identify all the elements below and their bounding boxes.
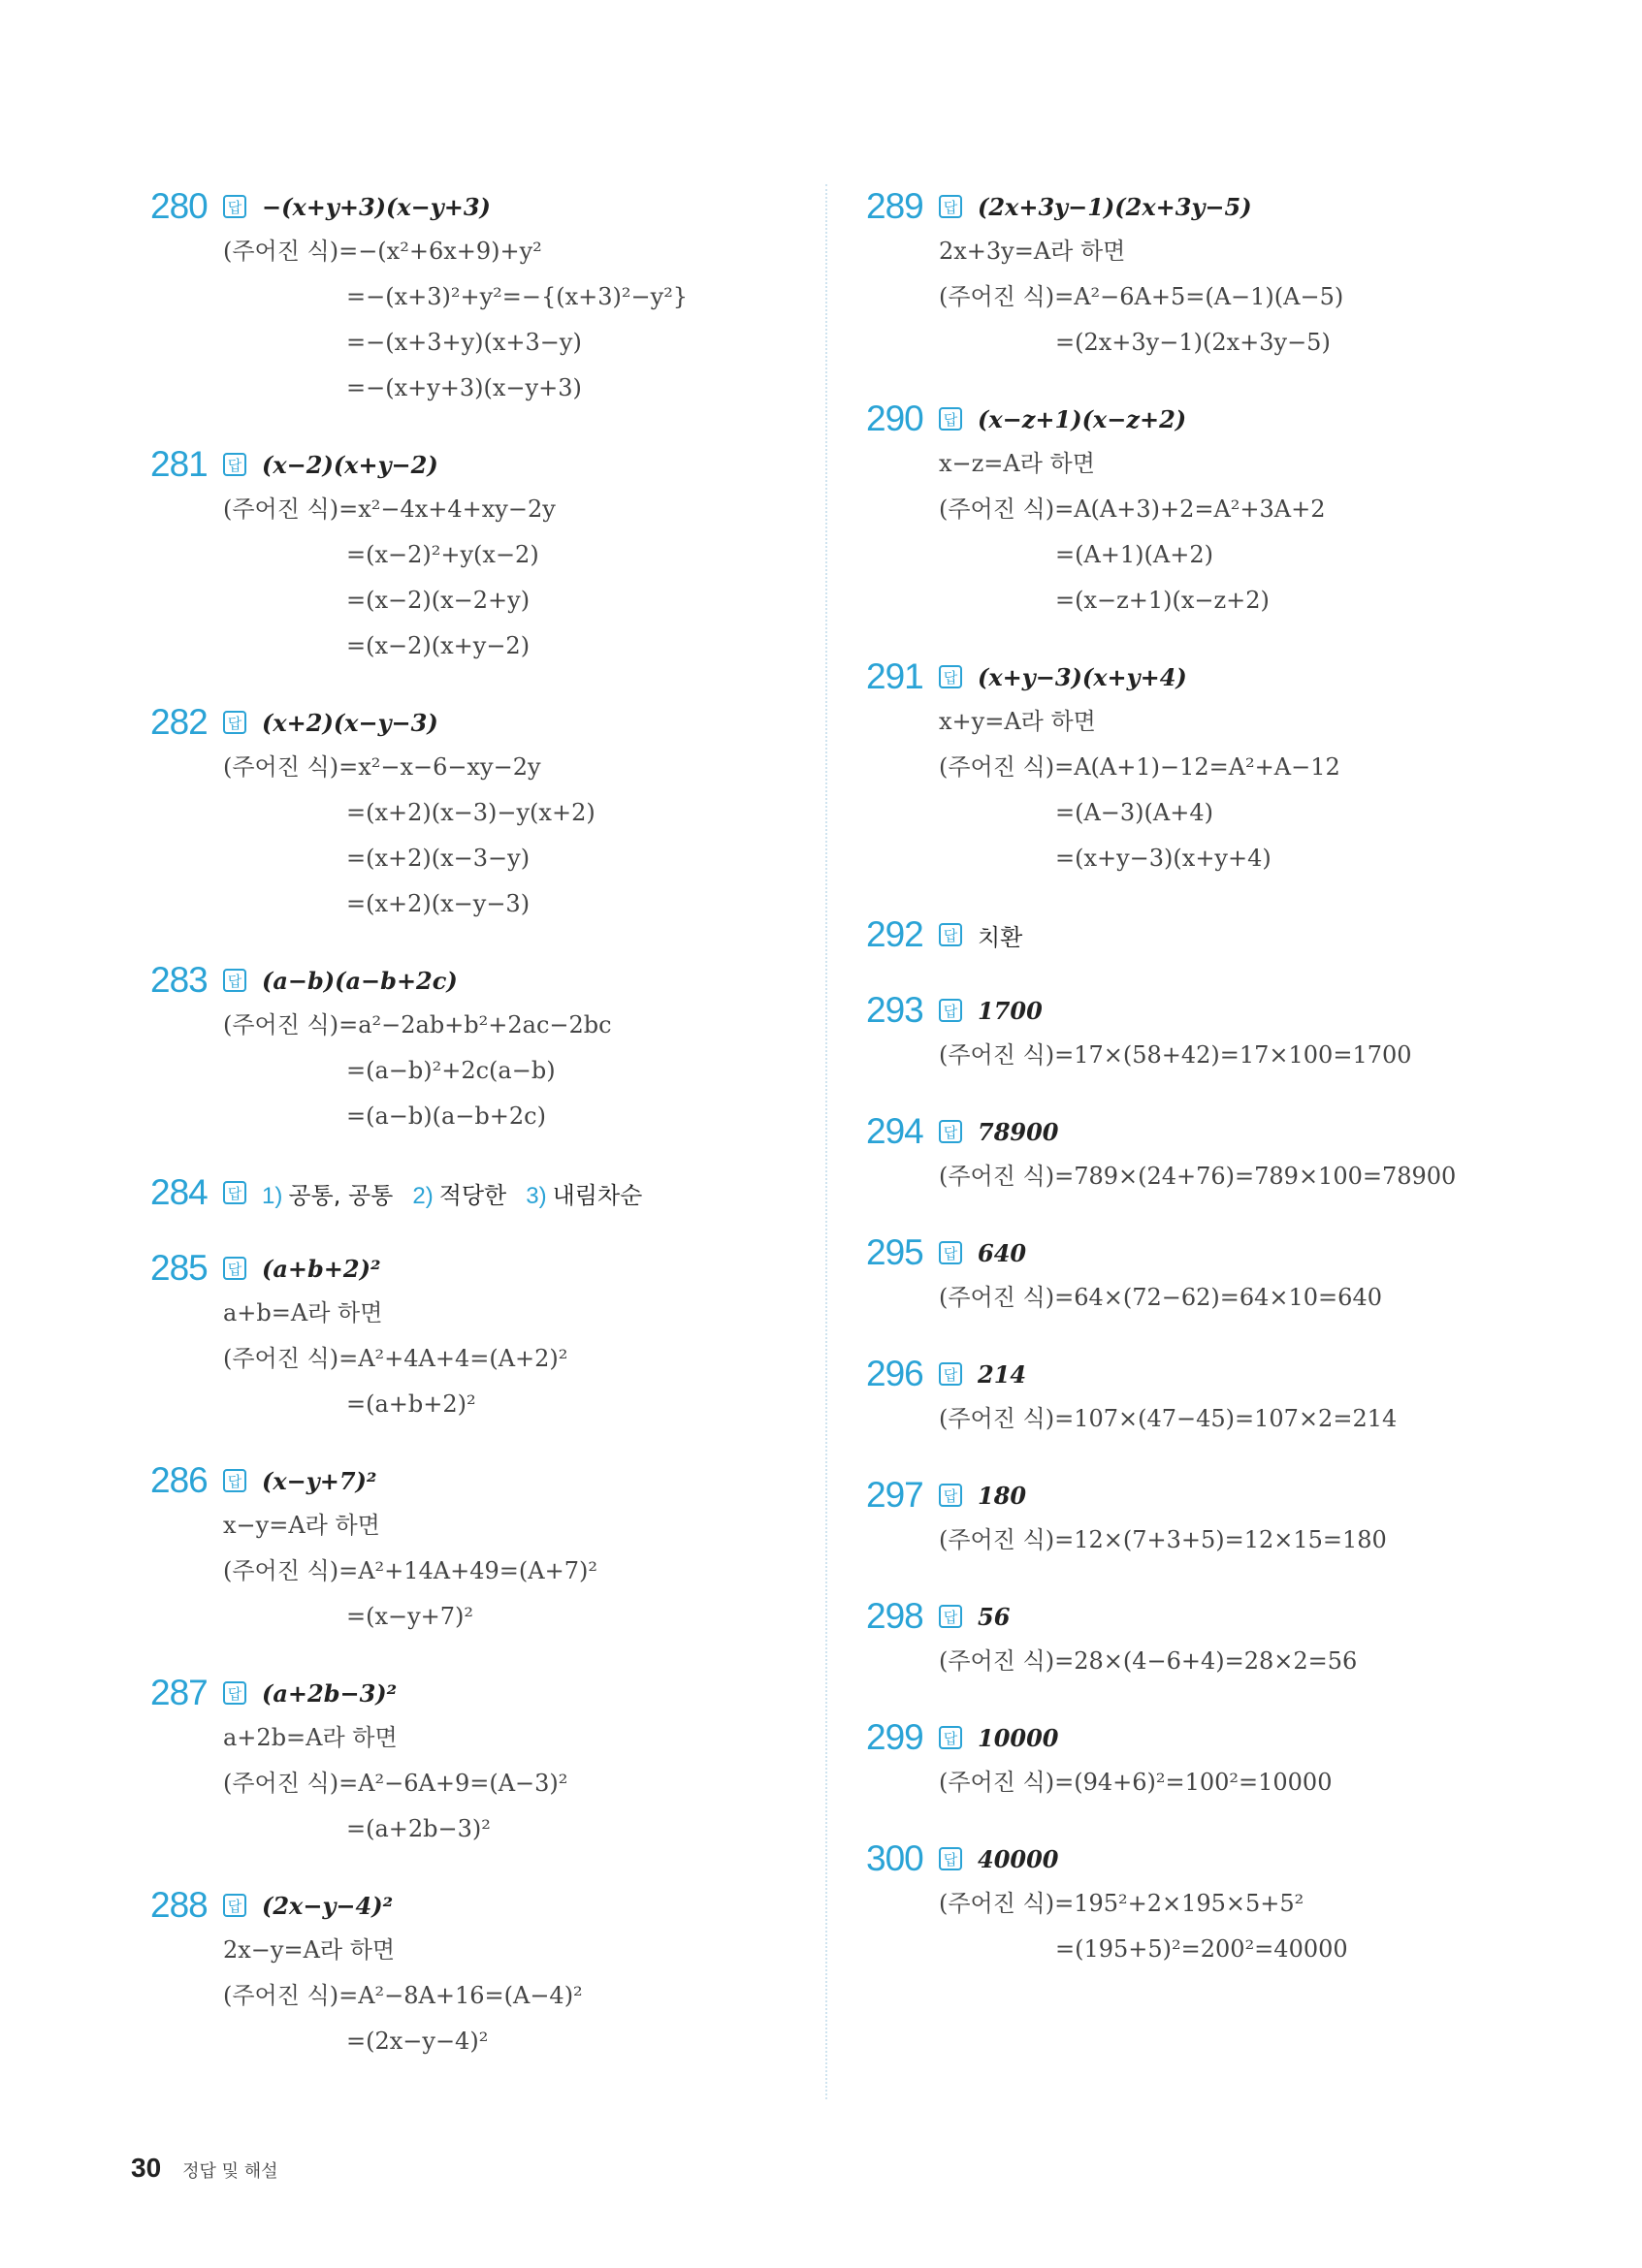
solution-line: =(x+y−3)(x+y+4) xyxy=(1055,845,1272,872)
answer: (a−b)(a−b+2c) xyxy=(262,966,458,995)
solution-line: =(x+2)(x−3)−y(x+2) xyxy=(346,799,596,826)
problem-297 xyxy=(866,1473,1545,1563)
problem-header xyxy=(866,1715,1545,1760)
solution-line: =(A−3)(A+4) xyxy=(1055,799,1213,826)
solution-line: =−(x+3)²+y²=−{(x+3)²−y²} xyxy=(346,283,689,310)
solution-line: (주어진 식)=107×(47−45)=107×2=214 xyxy=(939,1405,1398,1432)
problem-number: 290 xyxy=(866,399,923,438)
problem-number: 288 xyxy=(150,1885,208,1925)
answer-badge: 답 xyxy=(939,1726,962,1749)
solution-line: (주어진 식)=195²+2×195×5+5² xyxy=(939,1890,1304,1917)
solution-line: x+y=A라 하면 xyxy=(939,708,1096,735)
problem-number: 291 xyxy=(866,656,923,696)
answer: 치환 xyxy=(978,923,1023,951)
answer xyxy=(262,1176,661,1210)
problem-header xyxy=(150,1246,790,1291)
solution-line: (주어진 식)=12×(7+3+5)=12×15=180 xyxy=(939,1526,1387,1553)
solution-line: (주어진 식)=28×(4−6+4)=28×2=56 xyxy=(939,1647,1358,1675)
problem-number: 283 xyxy=(150,960,208,1000)
answer: (2x+3y−1)(2x+3y−5) xyxy=(978,192,1252,221)
solution-line: (주어진 식)=A(A+3)+2=A²+3A+2 xyxy=(939,495,1326,523)
problem-header xyxy=(150,1671,790,1715)
solution-line: (주어진 식)=x²−x−6−xy−2y xyxy=(223,753,541,781)
problem-number: 295 xyxy=(866,1232,923,1272)
problem-header xyxy=(866,1837,1545,1881)
answer: (x+2)(x−y−3) xyxy=(262,708,438,737)
answer: (a+2b−3)² xyxy=(262,1678,398,1708)
answer: 1700 xyxy=(978,996,1043,1025)
left-column xyxy=(150,184,790,2095)
solution-line: (주어진 식)=(94+6)²=100²=10000 xyxy=(939,1769,1333,1796)
problem-number: 287 xyxy=(150,1673,208,1712)
problem-number: 282 xyxy=(150,702,208,742)
answer-badge: 답 xyxy=(223,195,246,218)
problem-281 xyxy=(150,442,790,669)
right-column xyxy=(866,184,1545,2003)
solution-line: =(a−b)²+2c(a−b) xyxy=(346,1057,556,1084)
problem-number: 297 xyxy=(866,1475,923,1515)
answer-badge: 답 xyxy=(939,1362,962,1386)
solution-line: (주어진 식)=A(A+1)−12=A²+A−12 xyxy=(939,753,1340,781)
problem-number: 300 xyxy=(866,1838,923,1878)
problem-283 xyxy=(150,958,790,1139)
solution-line: x−y=A라 하면 xyxy=(223,1512,380,1539)
answer-badge: 답 xyxy=(223,969,246,992)
problem-header xyxy=(150,1883,790,1928)
problem-header xyxy=(866,1230,1545,1275)
problem-header xyxy=(866,655,1545,699)
solution-line: (주어진 식)=x²−4x+4+xy−2y xyxy=(223,495,556,523)
answer-badge: 답 xyxy=(223,453,246,476)
problem-number: 286 xyxy=(150,1460,208,1500)
problem-291 xyxy=(866,655,1545,881)
answer-part-marker: 3) xyxy=(526,1182,547,1209)
solution-line: (주어진 식)=17×(58+42)=17×100=1700 xyxy=(939,1041,1412,1069)
problem-number: 296 xyxy=(866,1354,923,1393)
solution-line: (주어진 식)=789×(24+76)=789×100=78900 xyxy=(939,1163,1457,1190)
answer-part-marker: 2) xyxy=(412,1182,434,1209)
problem-header xyxy=(866,1473,1545,1517)
solution-line: =(2x−y−4)² xyxy=(346,2028,489,2055)
problem-number: 285 xyxy=(150,1248,208,1288)
problem-290 xyxy=(866,397,1545,623)
answer-badge: 답 xyxy=(939,999,962,1022)
page-footer xyxy=(131,2153,278,2184)
problem-header xyxy=(866,184,1545,229)
answer-badge: 답 xyxy=(939,195,962,218)
answer-badge: 답 xyxy=(223,1257,246,1280)
solution-line: =(x−2)(x+y−2) xyxy=(346,632,531,659)
answer-badge: 답 xyxy=(223,1469,246,1492)
answer: (x−z+1)(x−z+2) xyxy=(978,404,1187,433)
problem-header xyxy=(150,700,790,745)
page-number: 30 xyxy=(131,2153,162,2183)
problem-292 xyxy=(866,912,1545,957)
solution-line: (주어진 식)=A²+4A+4=(A+2)² xyxy=(223,1345,568,1372)
answer: (x−y+7)² xyxy=(262,1466,377,1495)
problem-header xyxy=(150,1458,790,1503)
answer: 214 xyxy=(978,1359,1027,1389)
solution-line: (주어진 식)=A²−6A+5=(A−1)(A−5) xyxy=(939,283,1344,310)
solution-line: =(x−y+7)² xyxy=(346,1603,474,1630)
answer: (a+b+2)² xyxy=(262,1254,381,1283)
answer-badge: 답 xyxy=(223,1894,246,1917)
answer-part-text: 적당한 xyxy=(438,1181,507,1209)
problem-header xyxy=(866,1594,1545,1639)
solution-line: (주어진 식)=−(x²+6x+9)+y² xyxy=(223,238,542,265)
problem-header xyxy=(866,1109,1545,1154)
solution-line: a+b=A라 하면 xyxy=(223,1299,383,1326)
solution-line: 2x−y=A라 하면 xyxy=(223,1936,396,1964)
answer-badge: 답 xyxy=(939,407,962,431)
solution-line: =−(x+3+y)(x+3−y) xyxy=(346,329,582,356)
solution-line: =(x−2)²+y(x−2) xyxy=(346,541,539,568)
problem-number: 294 xyxy=(866,1111,923,1151)
problem-number: 298 xyxy=(866,1596,923,1636)
answer-badge: 답 xyxy=(939,1847,962,1870)
solution-line: =(x+2)(x−3−y) xyxy=(346,845,531,872)
problem-295 xyxy=(866,1230,1545,1321)
problem-header xyxy=(866,988,1545,1033)
answer: (x+y−3)(x+y+4) xyxy=(978,662,1187,691)
solution-line: =(x−2)(x−2+y) xyxy=(346,587,531,614)
problem-header xyxy=(150,184,790,229)
answer-badge: 답 xyxy=(223,711,246,734)
answer: 640 xyxy=(978,1238,1027,1267)
answer: 56 xyxy=(978,1602,1011,1631)
solution-line: =(a−b)(a−b+2c) xyxy=(346,1102,546,1130)
problem-number: 284 xyxy=(150,1172,208,1212)
column-divider xyxy=(825,184,827,2099)
problem-294 xyxy=(866,1109,1545,1199)
problem-298 xyxy=(866,1594,1545,1684)
solution-line: x−z=A라 하면 xyxy=(939,450,1095,477)
problem-header xyxy=(866,397,1545,441)
solution-line: =(a+b+2)² xyxy=(346,1390,476,1418)
solution-line: (주어진 식)=a²−2ab+b²+2ac−2bc xyxy=(223,1011,612,1038)
answer-badge: 답 xyxy=(939,1605,962,1628)
solution-line: =(2x+3y−1)(2x+3y−5) xyxy=(1055,329,1331,356)
solution-line: 2x+3y=A라 하면 xyxy=(939,238,1126,265)
problem-299 xyxy=(866,1715,1545,1805)
solution-line: =(x−z+1)(x−z+2) xyxy=(1055,587,1270,614)
problem-number: 293 xyxy=(866,990,923,1030)
answer-badge: 답 xyxy=(939,665,962,688)
problem-286 xyxy=(150,1458,790,1640)
solution-line: =(a+2b−3)² xyxy=(346,1815,491,1842)
answer-part-marker: 1) xyxy=(262,1182,283,1209)
solution-line: =−(x+y+3)(x−y+3) xyxy=(346,374,582,401)
problem-288 xyxy=(150,1883,790,2064)
problem-number: 280 xyxy=(150,186,208,226)
problem-header xyxy=(866,912,1545,957)
problem-header xyxy=(866,1352,1545,1396)
answer-badge: 답 xyxy=(223,1681,246,1705)
footer-label: 정답 및 해설 xyxy=(182,2161,278,2182)
answer: 10000 xyxy=(978,1723,1059,1752)
problem-300 xyxy=(866,1837,1545,1972)
answer: (x−2)(x+y−2) xyxy=(262,450,438,479)
problem-287 xyxy=(150,1671,790,1852)
problem-284 xyxy=(150,1170,790,1215)
problem-header xyxy=(150,958,790,1003)
answer-badge: 답 xyxy=(939,923,962,946)
problem-number: 299 xyxy=(866,1717,923,1757)
solution-line: =(x+2)(x−y−3) xyxy=(346,890,531,917)
solution-line: a+2b=A라 하면 xyxy=(223,1724,398,1751)
problem-282 xyxy=(150,700,790,927)
answer-badge: 답 xyxy=(939,1484,962,1507)
problem-285 xyxy=(150,1246,790,1427)
problem-289 xyxy=(866,184,1545,366)
answer: −(x+y+3)(x−y+3) xyxy=(262,192,491,221)
problem-number: 289 xyxy=(866,186,923,226)
problem-293 xyxy=(866,988,1545,1078)
answer-part-text: 공통, 공통 xyxy=(288,1181,394,1209)
answer-badge: 답 xyxy=(939,1120,962,1143)
solution-line: (주어진 식)=A²+14A+49=(A+7)² xyxy=(223,1557,597,1584)
problem-296 xyxy=(866,1352,1545,1442)
solution-line: (주어진 식)=A²−8A+16=(A−4)² xyxy=(223,1982,583,2009)
answer: (2x−y−4)² xyxy=(262,1891,394,1920)
problem-number: 292 xyxy=(866,914,923,954)
solution-line: =(195+5)²=200²=40000 xyxy=(1055,1935,1348,1963)
answer: 78900 xyxy=(978,1117,1059,1146)
problem-header xyxy=(150,1170,790,1215)
answer: 40000 xyxy=(978,1844,1059,1873)
answer-badge: 답 xyxy=(223,1181,246,1204)
problem-280 xyxy=(150,184,790,411)
solution-line: (주어진 식)=A²−6A+9=(A−3)² xyxy=(223,1770,568,1797)
solution-line: (주어진 식)=64×(72−62)=64×10=640 xyxy=(939,1284,1382,1311)
solution-line: =(A+1)(A+2) xyxy=(1055,541,1213,568)
problem-number: 281 xyxy=(150,444,208,484)
answer: 180 xyxy=(978,1481,1027,1510)
answer-part-text: 내림차순 xyxy=(552,1181,643,1209)
problem-header xyxy=(150,442,790,487)
answer-badge: 답 xyxy=(939,1241,962,1264)
